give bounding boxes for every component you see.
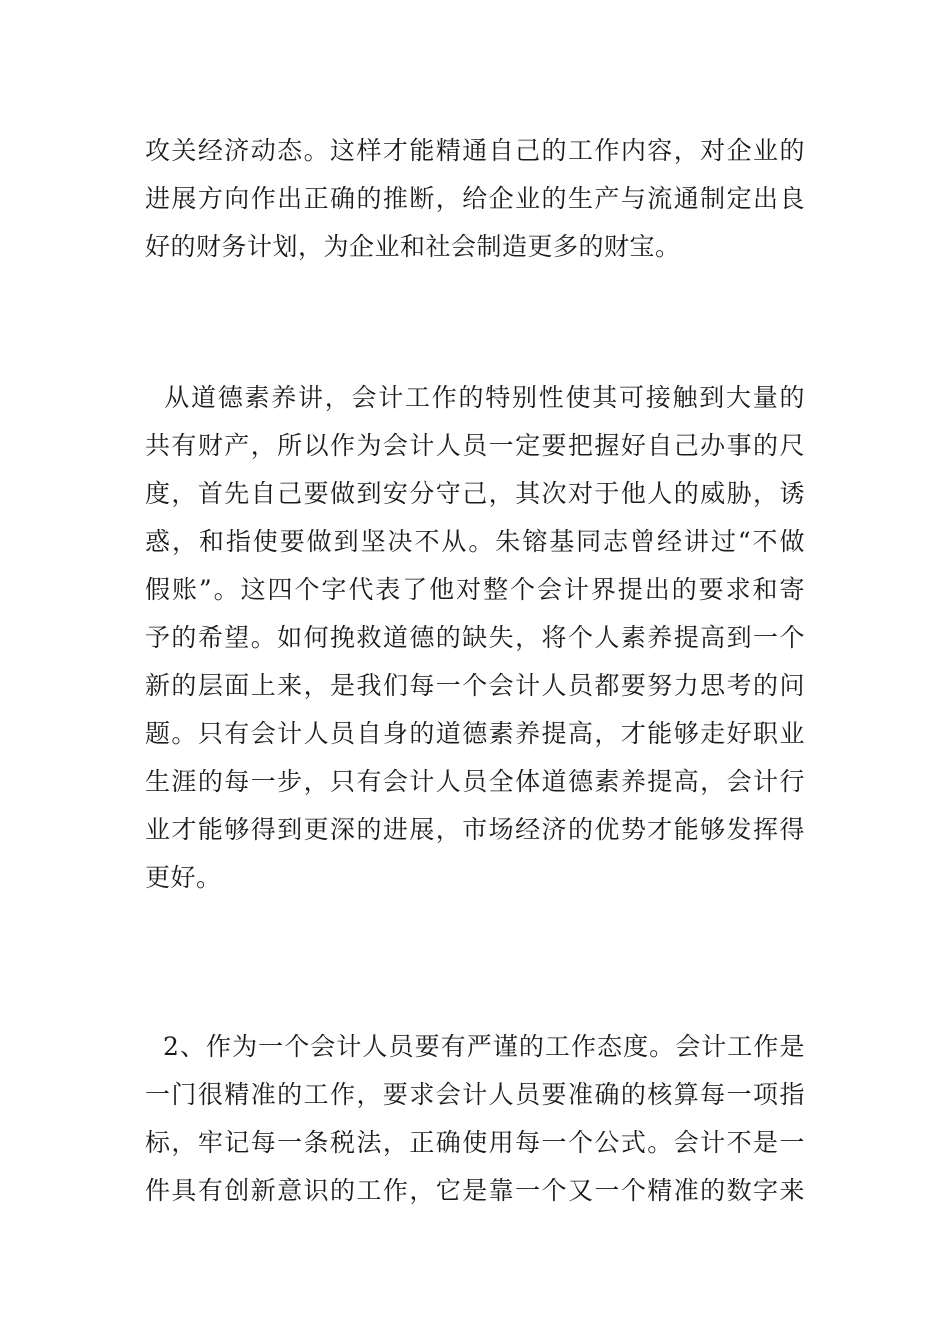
- text-line: 惑，和指使要做到坚决不从。朱镕基同志曾经讲过“不做: [145, 527, 805, 556]
- text-line: 好的财务计划，为企业和社会制造更多的财宝。: [145, 232, 681, 261]
- text-line: 生涯的每一步，只有会计人员全体道德素养提高，会计行: [145, 767, 805, 796]
- text-line: 予的希望。如何挽救道德的缺失，将个人素养提高到一个: [145, 623, 805, 652]
- text-line: 度，首先自己要做到安分守己，其次对于他人的威胁，诱: [145, 479, 805, 508]
- text-line-content: 从道德素养讲，会计工作的特别性使其可接触到大量的: [163, 383, 805, 412]
- text-line: 新的层面上来，是我们每一个会计人员都要努力思考的问: [145, 671, 805, 700]
- text-line: [145, 374, 805, 422]
- text-line: 业才能够得到更深的进展，市场经济的优势才能够发挥得: [145, 815, 805, 844]
- text-line: 进展方向作出正确的推断，给企业的生产与流通制定出良: [145, 184, 805, 213]
- text-line: 题。只有会计人员自身的道德素养提高，才能够走好职业: [145, 719, 805, 748]
- text-line: 假账”。这四个字代表了他对整个会计界提出的要求和寄: [145, 575, 805, 604]
- text-line: 更好。: [145, 863, 222, 892]
- paragraph-3: [145, 1023, 805, 1215]
- text-line: 标，牢记每一条税法，正确使用每一个公式。会计不是一: [145, 1128, 805, 1157]
- text-line-content: 2、作为一个会计人员要有严谨的工作态度。会计工作是: [163, 1032, 805, 1061]
- text-line: [145, 1023, 805, 1071]
- paragraph-1: [145, 127, 805, 271]
- text-line: 件具有创新意识的工作，它是靠一个又一个精准的数字来: [145, 1176, 805, 1205]
- text-line: 共有财产，所以作为会计人员一定要把握好自己办事的尺: [145, 431, 805, 460]
- paragraph-2: [145, 374, 805, 902]
- text-line: 攻关经济动态。这样才能精通自己的工作内容，对企业的: [145, 136, 805, 165]
- text-line: 一门很精准的工作，要求会计人员要准确的核算每一项指: [145, 1080, 805, 1109]
